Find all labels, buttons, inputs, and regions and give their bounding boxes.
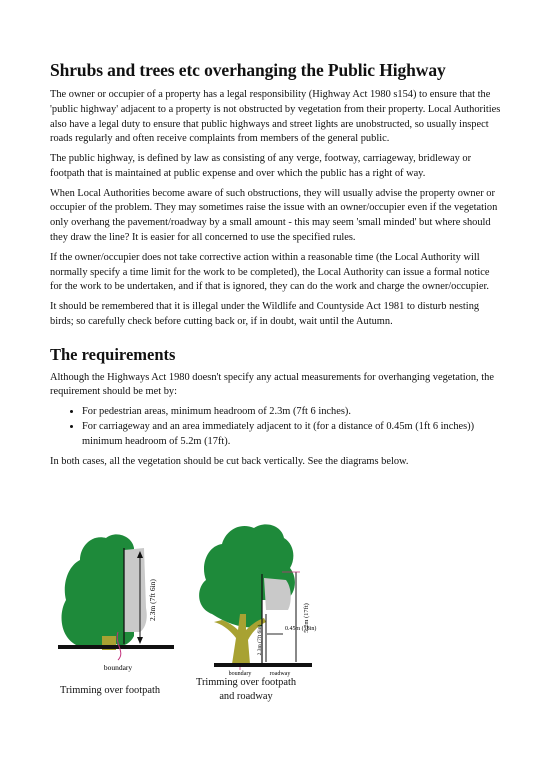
requirements-list [50,405,502,449]
low-height-label: 2.3m (7ft 6in) [257,624,263,656]
paragraph-4: If the owner/occupier does not take corrective action within a reasonable time (the Local Authority will normally specify a time limit for the work to be completed), the Local Authority can issue a formal notice for the work to be undertaken, and if that is ignored, they can do the work and charge the owner/occupier. [50,251,490,293]
boundary-label: boundary [228,671,252,677]
height-label: 2.3m (7ft 6in) [148,579,157,621]
requirement-item: • For carriageway and an area immediately adjacent to it (for a distance of 0.45m (1ft 6 inches)) minimum headroom of 5.2m (17ft). [82,420,502,450]
diagrams-area [0,518,550,718]
tree-foliage [199,524,295,627]
ground-line [214,663,312,667]
trimmed-foliage [124,548,147,632]
roadway-label: roadway [269,671,291,677]
caption-footpath-roadway [176,676,316,703]
caption-line: and roadway [219,690,273,702]
diagram-footpath [58,534,174,672]
tree-foliage [62,534,134,648]
distance-label: 0.45m (18in) [285,626,317,632]
caption-line: Trimming over footpath [195,677,297,688]
ground-line [58,645,174,649]
paragraph-3: When Local Authorities become aware of such obstructions, they will usually advise the property owner or occupier of the problem. They may sometimes raise the issue with an owner/occupier even if the vegetation only overhang the pavement/roadway by a small amount - this may seem 'small minded' but where should they draw the line? It is easier for all concerned to use the specified rules. [50,187,498,244]
paragraph-1: The owner or occupier of a property has a legal responsibility (Highway Act 1980 s154) to ensure that the 'public highway' adjacent to a property is not obstructed by vegetation from their property. Local Authorities also have a legal duty to ensure that public highways and street lights are unobstructed, so usually inspect roads regularly and often receive complaints from members of the general public. [50,89,501,145]
document-page [50,60,502,475]
paragraph-2: The public highway, is defined by law as consisting of any verge, footway, carriageway, bridleway or footpath that is maintained at public expense and over which the public has a right of way. [50,153,472,179]
requirements-closing: In both cases, all the vegetation should be cut back vertically. See the diagrams below. [50,456,409,468]
paragraph-5: It should be remembered that it is illegal under the Wildlife and Countyside Act 1981 to disturb nesting birds; so carefully check before cutting back or, if in doubt, wait until the Autumn. [50,301,480,327]
arrow-head-bottom [137,637,143,644]
requirements-heading: The requirements [50,344,176,364]
diagram-footpath-roadway [199,524,316,677]
page-title: Shrubs and trees etc overhanging the Public Highway [50,60,446,80]
requirements-intro: Although the Highways Act 1980 doesn't specify any actual measurements for overhanging vegetation, the requirement should be met by: [50,371,494,398]
high-height-label: 5.2m (17ft) [303,603,310,633]
trimmed-foliage [264,578,291,610]
caption-footpath: Trimming over footpath [59,685,161,696]
requirement-item: • For pedestrian areas, minimum headroom of 2.3m (7ft 6 inches). [82,405,502,420]
boundary-label: boundary [103,663,133,672]
